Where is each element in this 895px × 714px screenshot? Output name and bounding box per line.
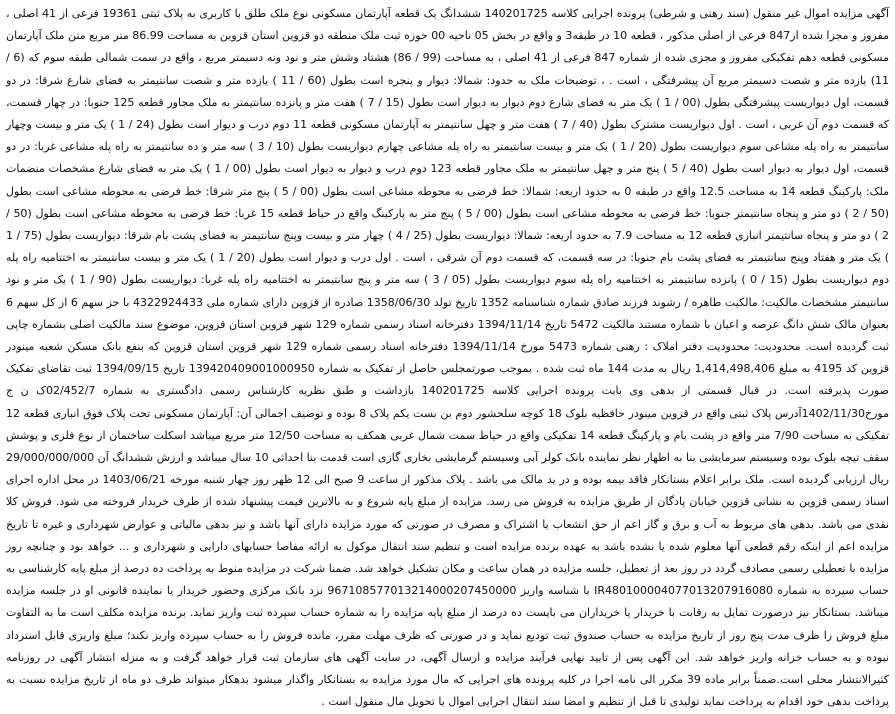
auction-notice-text: آگهی مزایده اموال غیر منقول (سند رهنی و شرطی) پرونده اجرایی کلاسه 140201725 ششدانگ یک قطعه آپارتمان مسکونی نوع ملک طلق با کاربری به پلاک ثبتی 19361 فرعی از 41 اصلی ، مفروز و مجزا شده از847 فرعی از اصلی مذکور ، قطعه 10 در طبقه3 و واقع در بخش 05 ناحیه 00 حوزه ثبت ملک منطقه دو قزوین استان قزوین به مساحت 86.99 متر مربع متن ملک آپارتمان مسکونی قطعه دهم تفکیکی مفروز و مجزی شده از شماره 847 فرعی از 41 اصلی ، به مساحت (99 / 86) هشتاد وشش متر و نود ونه دسیمتر مربع ، واقع در سمت شمالی طبقه سوم که (6 / 11) یازده متر و شصت دسیمتر مربع آن پیشرفتگی ، است . ، توضیحات ملک به حدود: شمالا: دیوار و پنجره است بطول (60 / 11 ) یازده متر و شصت سانتیمتر به فضای شارع شرقا: در دو قسمت، اول دیواریست پیشرفتگی بطول (00 / 1 ) یک متر به فضای شارع دوم دیوار به دیوار است بطول (15 / 7 ) هفت متر و پانزده سانتیمتر به ملک مجاور قطعه 125 جنوبا: در چهار قسمت، که قسمت دوم آن غربی ، است . اول دیواریست مشترک بطول (40 / 7 ) هفت متر و چهل سانتیمتر به آپارتمان مسکونی قطعه 11 دوم درب و دیوار است بطول (24 / 1 ) یک متر و بیست وچهار سانتیمتر به راه پله مشاعی سوم دیواریست بطول (20 / 1 ) یک متر و بیست سانتیمتر به راه پله مشاعی چهارم دیواریست بطول (10 / 3 ) سه متر و ده سانتیمتر به راه پله مشاعی غربا: در دو قسمت، اول دیوار به دیوار است بطول (40 / 5 ) پنج متر و چهل سانتیمتر به ملک مجاور قطعه 123 دوم درب و دیوار به دیوار است بطول (00 / 1 ) یک متر به فضای شارع مشخصات منضمات ملک: پارکینگ قطعه 14 به مساحت 12.5 واقع در طبقه 0 به حدود اربعه: شمالا: خط فرضی به محوطه مشاعی است بطول (00 / 5 ) پنج متر شرقا: خط فرضی به محوطه مشاعی است بطول (50 / 2 ) دو متر و پنجاه سانتیمتر جنوبا: خط فرضی به محوطه مشاعی است بطول (00 / 5 ) پنج متر به پارکینگ واقع در حیاط قطعه 15 غربا: خط فرضی به محوطه مشاعی است بطول (50 / 2 ) دو متر و پنجاه سانتیمتر انباری قطعه 12 به مساحت 7.9 به حدود اربعه: شمالا: دیواریست بطول (25 / 4 ) چهار متر و بیست وپنج سانتیمتر به فضای پشت بام شرقا: دیواریست بطول (75 / 1 ) یک متر و هفتاد وپنج سانتیمتر به فضای پشت بام جنوبا: در سه قسمت، که قسمت دوم آن شرقی ، است . اول درب و دیوار است بطول (20 / 1 ) یک متر و بیست سانتیمتر به اختتامیه راه پله دوم دیواریست بطول (15 / 0 ) پانزده سانتیمتر به اختتامیه راه پله سوم دیواریست بطول (05 / 3 ) سه متر و پنج سانتیمتر به اختتامیه راه پله غربا: دیواریست بطول (90 / 1 ) یک متر و نود سانتیمتر مشخصات مالکیت: مالکیت طاهره / رشوند فرزند صادق شماره شناسنامه 1352 تاریخ تولد 1358/06/30 صادره از قزوین دارای شماره ملی 4322924433 با جز سهم 6 از کل سهم 6 بعنوان مالک شش دانگ عرصه و اعیان با شماره مستند مالکیت 5472 تاریخ 1394/11/14 دفترخانه اسناد رسمی شماره 129 شهر قزوین استان قزوین، موضوع سند مالکیت اصلی بشماره چاپی ثبت گردیده است. محدودیت: محدودیت دفتر املاک : رهنی شماره 5473 مورخ 1394/11/14 دفترخانه اسناد رسمی شماره 129 شهر قزوین استان قزوین که بنفع بانک مسکن شعبه مینودر قزوین کد 4195 به مبلغ 1,414,498,406 ریال به مدت 144 ماه ثبت شده . بموجب صورتمجلس حاصل از تفکیک به شماره 139420409001000950 تاریخ 1394/09/15 ثبت تقاضای تفکیک صورت پذیرفته است. در قبال قسمتی از بدهی وی بابت پرونده اجرایی کلاسه 140201725 بازداشت و طبق نظریه کارشناس رسمی دادگستری به شماره 02/452/7ک ن ج مورخ1402/11/30آدرس پلاک ثبتی واقع در قزوین مینودر حافظیه بلوک 18 کوچه سلحشور دوم بن بست یکم پلاک 8 بوده و توصیف اجمالی آن: آپارتمان مسکونی تحت پلاک فوق انباری قطعه 12 تفکیکی به مساحت 7/90 متر واقع در پشت بام و پارکینگ قطعه 14 تفکیکی واقع در حیاط سمت شمال غربی همکف به مساحت 12/50 متر مربع میباشد اسکلت ساختمان از نوع فلزی و پوشش سقف تیچه بلوک بوده وسیستم سرمایشی بنا به اظهار نظر نماینده بانک کولر آبی وسیستم گرمایشی بخاری گازی است قدمت بنا احداثی 10 سال میباشد و ارزش ششدانگ آن 29/000/000/000 ریال ارزیابی گردیده است. ملک برابر اعلام بستانکار فاقد بیمه بوده و در ید مالک می باشد . پلاک مذکور از ساعت 9 صبح الی 12 ظهر روز چهار شنبه مورخه 1403/06/21 در محل اداره اجرای اسناد رسمی قزوین به نشانی قزوین خیابان پادگان از طریق مزایده به فروش می رسد. مزایده از مبلغ پایه شروع و به بالاترین قیمت پیشنهاد شده از طرف خریدار فروخته می شود. فروش کلا نقدی می باشد. بدهی های مربوط به آب و برق و گاز اعم از حق انشعاب یا اشتراک و مصرف در صورتی که مورد مزایده دارای آنها باشد و نیز بدهی مالیاتی و عوارض شهرداری و غیره تا تاریخ مزایده اعم از اینکه رقم قطعی آنها معلوم شده یا نشده باشد به عهده برنده مزایده است و تنظیم سند انتقال موکول به ارائه مفاصا حسابهای دارایی و شهرداری و ... خواهد بود و چنانچه روز مزایده با تعطیلی رسمی مصادف گردد در روز بعد از تعطیل، جلسه مزایده در همان ساعت و مکان تشکیل خواهد شد. ضمنا شرکت در مزایده منوط به پرداخت ده درصد از مبلغ پایه کارشناسی به حساب سپرده به شماره IR480100004077013207916080 با شناسه واریز 967108577013214000207450000 نزد بانک مرکزی وحضور خریدار یا نماینده قانونی او در جلسه مزایده میباشد. بستانکار نیز درصورت تمایل به رقابت با خریدار یا خریداران می بایست ده درصد از مبلغ پایه مزایده را به شماره حساب سپرده ثبت واریز نماید. برنده مزایده مکلف است ما به التفاوت مبلغ فروش را ظرف مدت پنج روز از تاریخ مزایده به حساب صندوق ثبت تودیع نماید و در صورتی که ظرف مهلت مقرر، مانده فروش را به حساب سپرده واریز نکند؛ مبلغ واریزی قابل استرداد نبوده و به حساب خزانه واریز خواهد شد. این آگهی پس از تایید نهایی فرآیند مزایده و ارسال آگهی، در سایت آگهی های سازمان ثبت قرار خواهد گرفت و به منزله انتشار آگهی در روزنامه کثیرالانتشار محلی است.ضمناً برابر ماده 39 مکرر الی نامه اجرا در کلیه پرونده های اجرایی که مال مورد مزایده به بستانکار واگذار میشود بدهکار میتواند ظرف دو ماه از تاریخ مزایده نسبت به پرداخت بدهی خود اقدام به پرداخت نماید تولیدی تا قبل از تنظیم و امضا سند انتقال اجرایی اموال یا تحویل مال منقول است . <box>6 7 890 709</box>
